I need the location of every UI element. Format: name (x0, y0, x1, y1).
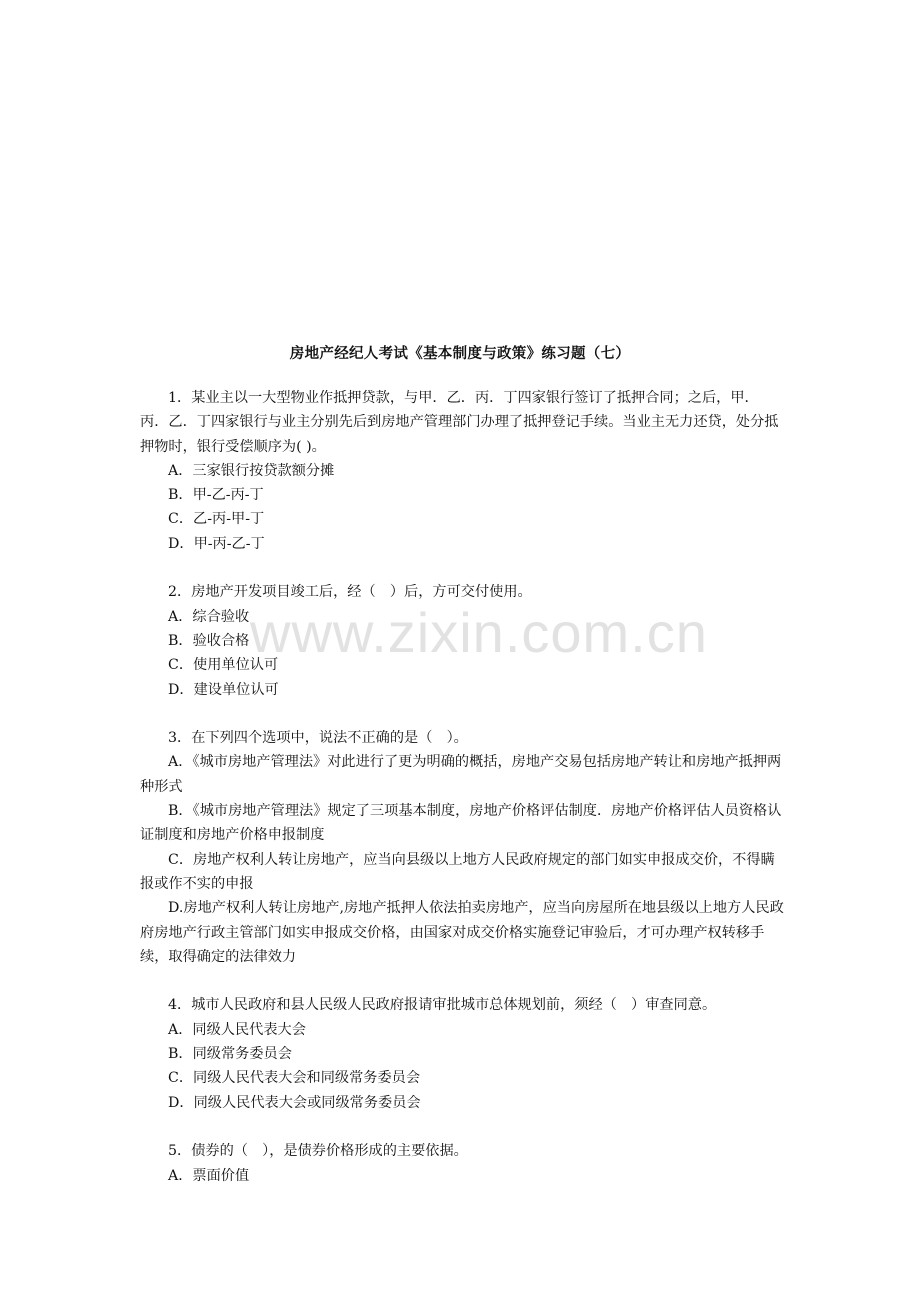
option-c: C．乙-丙-甲-丁 (168, 511, 265, 528)
option-c: C．使用单位认可 (168, 657, 279, 674)
option-a: A．综合验收 (168, 608, 250, 625)
question-4 (140, 993, 785, 1114)
question-stem: 3．在下列四个选项中，说法不正确的是（ ）。 (168, 730, 468, 747)
question-5 (140, 1139, 785, 1188)
question-stem: 1．某业主以一大型物业作抵押贷款，与甲．乙．丙．丁四家银行签订了抵押合同；之后，甲．丙．乙．丁四家银行与业主分别先后到房地产管理部门办理了抵押登记手续。当业主无力还贷，处分抵押物时，银行受偿顺序为( )。 (140, 390, 779, 455)
option-c: C．同级人民代表大会和同级常务委员会 (168, 1070, 421, 1087)
document-body (140, 386, 785, 1212)
option-c: C．房地产权利人转让房地产，应当向县级以上地方人民政府规定的部门如实申报成交价，不得瞒报或作不实的申报 (140, 851, 775, 892)
option-a: A．票面价值 (168, 1167, 250, 1184)
option-b: B．《城市房地产管理法》规定了三项基本制度，房地产价格评估制度．房地产价格评估人员资格认证制度和房地产价格申报制度 (140, 803, 782, 844)
option-a: A．《城市房地产管理法》对此进行了更为明确的概括，房地产交易包括房地产转让和房地产抵押两种形式 (140, 754, 782, 795)
question-3 (140, 726, 785, 969)
option-d: D．建设单位认可 (168, 681, 279, 698)
option-a: A．同级人民代表大会 (168, 1021, 306, 1038)
option-a: A．三家银行按贷款额分摊 (168, 462, 335, 479)
document-title: 房地产经纪人考试《基本制度与政策》练习题（七） (289, 345, 631, 362)
question-2 (140, 580, 785, 701)
question-stem: 2．房地产开发项目竣工后，经（ ）后，方可交付使用。 (168, 584, 532, 601)
question-stem: 4．城市人民政府和县人民级人民政府报请审批城市总体规划前，须经（ ）审查同意。 (168, 997, 717, 1014)
option-d: D.房地产权利人转让房地产,房地产抵押人依法拍卖房地产，应当向房屋所在地县级以上地方人民政府房地产行政主管部门如实申报成交价格，由国家对成交价格实施登记审验后，才可办理产权转移手续，取得确定的法律效力 (140, 900, 784, 965)
watermark: www.zixin.com.cn (250, 601, 708, 664)
option-b: B．同级常务委员会 (168, 1046, 292, 1063)
option-d: D．甲-丙-乙-丁 (168, 535, 265, 552)
question-1 (140, 386, 785, 556)
option-d: D．同级人民代表大会或同级常务委员会 (168, 1094, 421, 1111)
question-stem: 5．债券的（ ），是债券价格形成的主要依据。 (168, 1143, 468, 1160)
option-b: B．验收合格 (168, 632, 250, 649)
option-b: B．甲-乙-丙-丁 (168, 487, 264, 504)
